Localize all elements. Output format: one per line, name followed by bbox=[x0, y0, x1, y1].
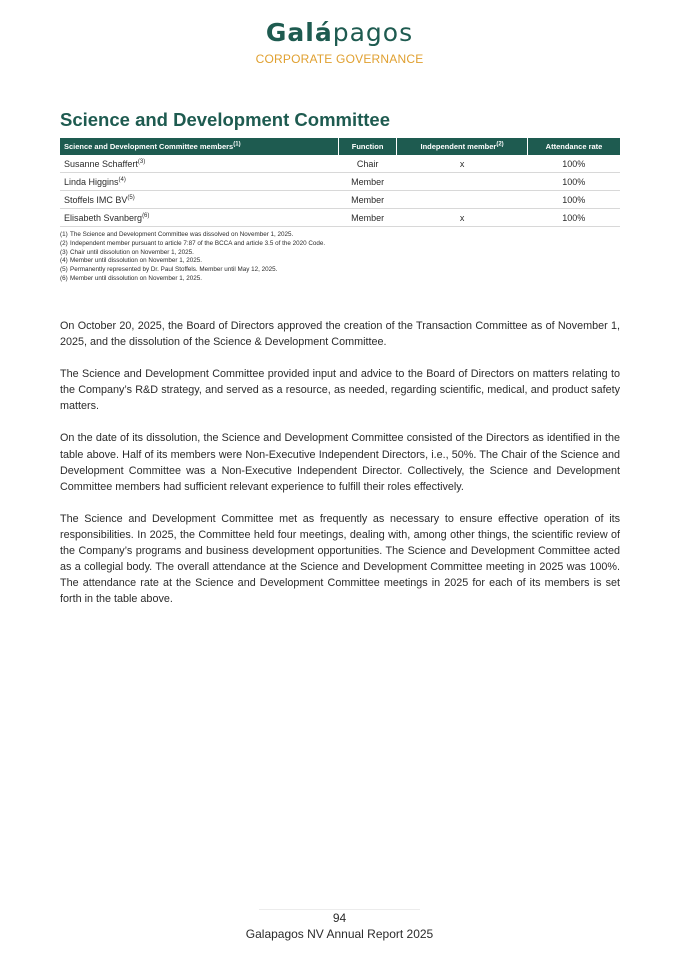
member-independent bbox=[397, 173, 528, 191]
committee-members-table bbox=[60, 138, 620, 227]
paragraph: The Science and Development Committee provided input and advice to the Board of Directors on matters relating to the Company’s R&D strategy, and served as a resource, as needed, regarding scientific, medical, and product safety matters. bbox=[60, 368, 620, 413]
table-row bbox=[60, 191, 620, 209]
member-independent bbox=[397, 191, 528, 209]
column-header-function: Function bbox=[339, 138, 397, 155]
member-independent: x bbox=[397, 209, 528, 227]
paragraph: On October 20, 2025, the Board of Directors approved the creation of the Transaction Committee as of November 1, 2025, and the dissolution of the Science & Development Committee. bbox=[60, 320, 620, 349]
column-header-attendance: Attendance rate bbox=[528, 138, 621, 155]
member-attendance: 100% bbox=[528, 209, 621, 227]
footnote: (3) Chair until dissolution on November 1, 2025. bbox=[60, 248, 194, 256]
company-logo: Galápagos bbox=[265, 18, 414, 47]
table-row bbox=[60, 209, 620, 227]
footnote: (2) Independent member pursuant to article 7:87 of the BCCA and article 3.5 of the 2020 Code. bbox=[60, 239, 326, 247]
member-name: Stoffels IMC BV$^{(5)}$ bbox=[60, 191, 339, 209]
footnote: (4) Member until dissolution on November 1, 2025. bbox=[60, 257, 202, 265]
footnote: (6) Member until dissolution on November 1, 2025. bbox=[60, 274, 202, 282]
table-header-row bbox=[60, 138, 620, 155]
report-title: Galapagos NV Annual Report 2025 bbox=[245, 927, 434, 941]
page-title: Science and Development Committee bbox=[60, 109, 391, 130]
paragraph: On the date of its dissolution, the Science and Development Committee consisted of the Directors as identified in the table above. Half of its members were Non-Executive Independent Directors, i.e., 50%. The Chair of the Science and Development Committee was a Non-Executive Independent Director. Collectively, the Science and Development Committee members had sufficient relevant experience to fulfill their roles effectively. bbox=[60, 432, 620, 493]
paragraph: The Science and Development Committee met as frequently as necessary to ensure effective operation of its responsibilities. In 2025, the Committee held four meetings, dealing with, among other things, the scientific review of the Company’s programs and business development opportunities. The Science and Development Committee acted as a collegial body. The overall attendance at the Science and Development Committee meeting in 2025 was 100%. The attendance rate at the Science and Development Committee meetings in 2025 for each of its members is set forth in the table above. bbox=[60, 512, 620, 606]
member-attendance: 100% bbox=[528, 173, 621, 191]
member-function: Chair bbox=[339, 155, 397, 173]
body-text bbox=[60, 318, 620, 623]
footnote: (5) Permanently represented by Dr. Paul Stoffels. Member until May 12, 2025. bbox=[60, 266, 278, 274]
member-name: Linda Higgins$^{(4)}$ bbox=[60, 173, 339, 191]
footnote: (1) The Science and Development Committee was dissolved on November 1, 2025. bbox=[60, 231, 294, 238]
table-row bbox=[60, 155, 620, 173]
member-function: Member bbox=[339, 209, 397, 227]
member-attendance: 100% bbox=[528, 155, 621, 173]
member-attendance: 100% bbox=[528, 191, 621, 209]
page-number: 94 bbox=[259, 909, 420, 925]
table-footnotes bbox=[60, 231, 620, 284]
column-header-independent: Independent member$^{(2)}$ bbox=[397, 138, 528, 155]
section-label: CORPORATE GOVERNANCE bbox=[255, 52, 424, 66]
column-header-members: Science and Development Committee members$^{(1)}$ bbox=[60, 138, 339, 155]
member-independent: x bbox=[397, 155, 528, 173]
member-function: Member bbox=[339, 173, 397, 191]
table-row bbox=[60, 173, 620, 191]
member-name: Susanne Schaffert$^{(3)}$ bbox=[60, 155, 339, 173]
member-function: Member bbox=[339, 191, 397, 209]
member-name: Elisabeth Svanberg$^{(6)}$ bbox=[60, 209, 339, 227]
